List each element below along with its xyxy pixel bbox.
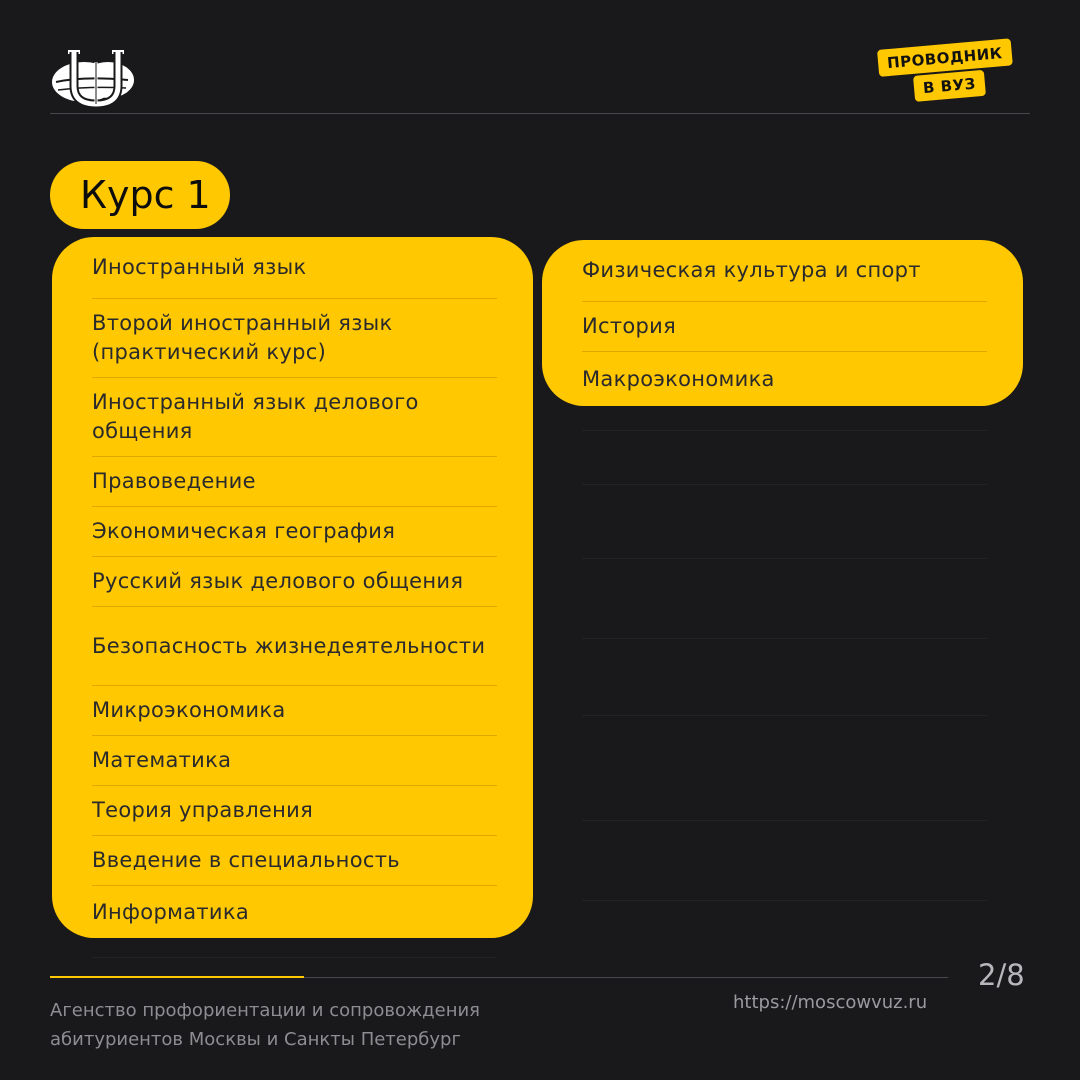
subject-item: Макроэкономика <box>582 366 775 391</box>
badge-line-2: В ВУЗ <box>913 70 986 102</box>
subject-item: Математика <box>92 736 497 786</box>
subject-item: Безопасность жизнедеятельности <box>92 607 497 686</box>
background-line <box>582 558 987 559</box>
subject-item: Иностранный язык <box>92 237 497 299</box>
background-line <box>582 430 987 431</box>
subjects-card-right <box>542 240 1023 406</box>
subject-item: Информатика <box>92 899 250 924</box>
background-line <box>582 638 987 639</box>
slide-progress-bar <box>50 976 304 978</box>
background-line <box>582 900 987 901</box>
website-link[interactable]: https://moscowvuz.ru <box>733 992 928 1013</box>
subjects-card-left <box>52 237 533 938</box>
course-title: Курс 1 <box>50 161 230 229</box>
subject-item: Иностранный язык делового общения <box>92 378 497 457</box>
subject-item: Второй иностранный язык (практический курс) <box>92 299 497 378</box>
badge-line-1: ПРОВОДНИК <box>877 38 1013 77</box>
background-line <box>92 957 497 958</box>
background-line <box>582 484 987 485</box>
subject-item: История <box>582 302 987 352</box>
subject-item: Экономическая география <box>92 507 497 557</box>
subject-item: Правоведение <box>92 457 497 507</box>
agency-description: Агенство профориентации и сопровождения абитуриентов Москвы и Санкты Петербург <box>50 1000 480 1050</box>
subject-item: Введение в специальность <box>92 836 497 886</box>
subject-item: Физическая культура и спорт <box>582 240 987 302</box>
subject-item: Русский язык делового общения <box>92 557 497 607</box>
background-line <box>582 820 987 821</box>
background-line <box>582 715 987 716</box>
page-indicator: 2/8 <box>978 958 1025 992</box>
subject-item: Микроэкономика <box>92 686 497 736</box>
subject-item: Теория управления <box>92 786 497 836</box>
